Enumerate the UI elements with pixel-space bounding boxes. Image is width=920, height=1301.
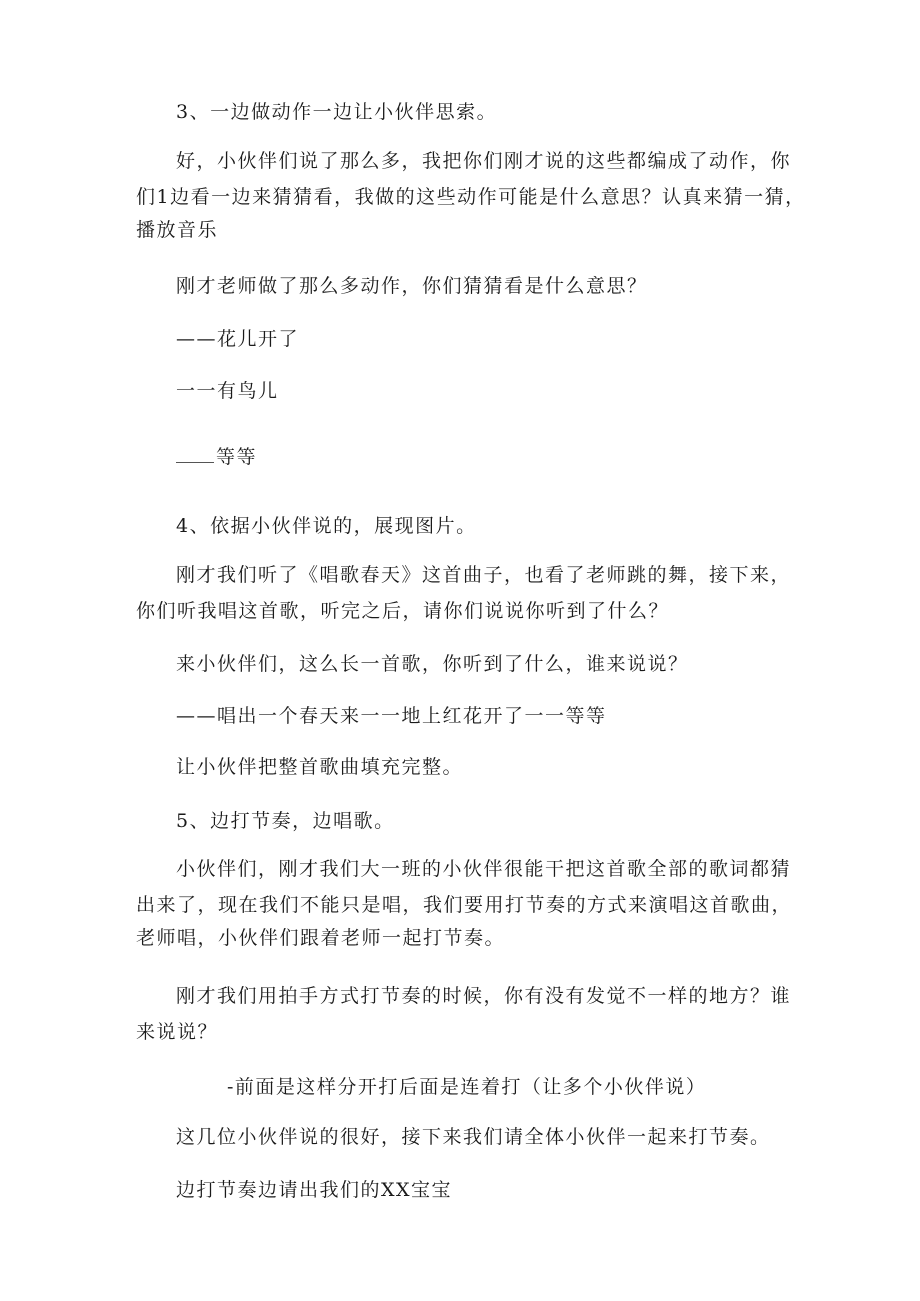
text-line: 刚才我们听了《唱歌春天》这首曲子，也看了老师跳的舞，接下来， xyxy=(176,564,792,586)
paragraph-baby xyxy=(176,1174,452,1207)
text-line: 出来了，现在我们不能只是唱，我们要用打节奏的方式来演唱这首歌曲， xyxy=(136,894,793,916)
paragraph-actions-intro-cont xyxy=(136,181,806,247)
paragraph-rhythm-cont xyxy=(136,889,792,955)
text-line: 好，小伙伴们说了那么多，我把你们刚才说的这些都编成了动作，你 xyxy=(176,150,792,172)
text-line: 5、边打节奏，边唱歌。 xyxy=(176,810,395,832)
paragraph-all-together xyxy=(176,1121,771,1154)
answer-clap-pattern xyxy=(227,1071,706,1104)
paragraph-rhythm xyxy=(176,853,791,886)
paragraph-clap-question xyxy=(176,980,791,1013)
step-5-heading xyxy=(176,805,395,838)
text-line: 边打节奏边请出我们的XX宝宝 xyxy=(176,1179,453,1201)
text-line: -前面是这样分开打后面是连着打（让多个小伙伴说） xyxy=(227,1076,707,1098)
paragraph-actions-intro xyxy=(176,145,791,178)
text-line: 刚才老师做了那么多动作，你们猜猜看是什么意思？ xyxy=(176,275,648,297)
text-line: 们1边看一边来猜猜看，我做的这些动作可能是什么意思？认真来猜一猜， xyxy=(136,186,806,208)
text-line xyxy=(176,441,257,474)
answer-flowers xyxy=(176,323,299,356)
blank-underline xyxy=(176,444,214,463)
text-line: 老师唱，小伙伴们跟着老师一起打节奏。 xyxy=(136,927,506,949)
text-line: 来说说？ xyxy=(136,1021,219,1043)
paragraph-complete-song xyxy=(176,751,463,784)
paragraph-listen xyxy=(176,559,791,592)
text-line: 播放音乐 xyxy=(136,219,219,241)
text-line: 来小伙伴们，这么长一首歌，你听到了什么，谁来说说？ xyxy=(176,653,689,675)
step-3-heading xyxy=(176,96,497,129)
text-line: 这几位小伙伴说的很好，接下来我们请全体小伙伴一起来打节奏。 xyxy=(176,1126,771,1148)
text-line: 4、依据小伙伴说的，展现图片。 xyxy=(176,515,477,537)
text-line: 3、一边做动作一边让小伙伴思索。 xyxy=(176,101,498,123)
text-line: 让小伙伴把整首歌曲填充完整。 xyxy=(176,756,464,778)
paragraph-listen-cont xyxy=(136,595,669,628)
answer-birds xyxy=(176,375,279,408)
step-4-heading xyxy=(176,510,477,543)
answer-lyrics xyxy=(176,700,607,733)
text-line: 你们听我唱这首歌，听完之后，请你们说说你听到了什么？ xyxy=(136,600,670,622)
paragraph-clap-question-cont xyxy=(136,1016,218,1049)
text-line: ——花儿开了 xyxy=(176,328,300,350)
paragraph-what-heard xyxy=(176,648,689,681)
paragraph-question xyxy=(176,270,648,303)
text-line: 刚才我们用拍手方式打节奏的时候，你有没有发觉不一样的地方？谁 xyxy=(176,985,792,1007)
text-line: 一一有鸟儿 xyxy=(176,380,279,402)
answer-etc xyxy=(176,441,257,474)
text-line: ——唱出一个春天来一一地上红花开了一一等等 xyxy=(176,705,607,727)
text-line: 小伙伴们，刚才我们大一班的小伙伴很能干把这首歌全部的歌词都猜 xyxy=(176,858,792,880)
etc-text: 等等 xyxy=(216,446,258,468)
